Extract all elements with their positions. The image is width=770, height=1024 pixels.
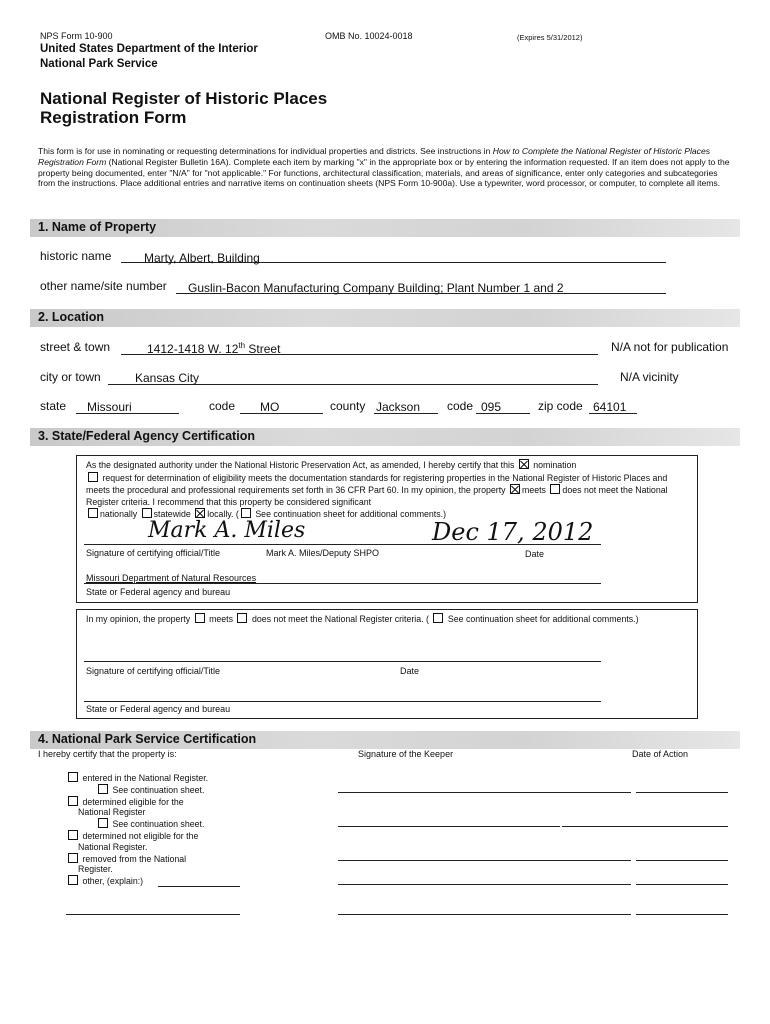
- state-value[interactable]: Missouri: [87, 400, 132, 414]
- signature-date: Dec 17, 2012: [432, 518, 594, 546]
- vicinity[interactable]: N/A vicinity: [620, 370, 679, 384]
- entered-checkbox[interactable]: [68, 772, 78, 782]
- section-4-heading: 4. National Park Service Certification: [38, 732, 257, 746]
- does-not-meet-checkbox[interactable]: [550, 484, 560, 494]
- historic-name-label: historic name: [40, 249, 112, 263]
- removed-checkbox[interactable]: [68, 853, 78, 863]
- not-for-publication[interactable]: N/A not for publication: [611, 340, 729, 354]
- street-label: street & town: [40, 340, 111, 354]
- state-code-value[interactable]: MO: [260, 400, 280, 414]
- eligible-checkbox[interactable]: [68, 796, 78, 806]
- form-title: National Register of Historic Places: [40, 89, 328, 108]
- instructions: This form is for use in nominating or requesting determinations for individual properties and districts. See instructions in How to Complete the National Register of Historic Places Registration Form (National Register Bulletin 16A). Complete each item by marking "x" in the appropriate box or by entering the information requested. If an item does not apply to the property being documented, enter "N/A" for "not applicable." For functions, architectural classification, materials, and areas of significance, enter only categories and subcategories from the instructions. Place additional entries and narrative items on continuation sheets (NPS Form 10-900a). Use a typewriter, word processor, or computer, to complete all items.: [38, 146, 730, 189]
- agency-value: Missouri Department of Natural Resources: [86, 573, 257, 583]
- county-code-label: code: [447, 399, 474, 413]
- date-label: Date: [525, 549, 545, 559]
- nps-options: entered in the National Register. See continuation sheet. determined eligible for the National Register See continuation sheet. determined not eligible for the National Register. removed from the National Register. other, (explain:): [66, 772, 266, 887]
- action-label: Date of Action: [632, 749, 689, 759]
- signature-2-line: [84, 661, 601, 662]
- section-2-heading: 2. Location: [38, 310, 104, 324]
- state-label: state: [40, 399, 67, 413]
- county-code-value[interactable]: 095: [481, 400, 502, 414]
- locally-checkbox[interactable]: [195, 508, 205, 518]
- continuation-checkbox[interactable]: [241, 508, 251, 518]
- date-2-label: Date: [400, 666, 420, 676]
- opinion-text: In my opinion, the property meets does not meet the National Register criteria. ( See continuation sheet for additional comments.): [86, 614, 639, 624]
- certify-label: I hereby certify that the property is:: [38, 749, 177, 759]
- agency-2-label: State or Federal agency and bureau: [86, 704, 231, 714]
- street-value[interactable]: 1412-1418 W. 12th Street: [147, 341, 281, 356]
- action-date-line-3: [636, 860, 728, 861]
- city-label: city or town: [40, 370, 101, 384]
- keeper-sig-line-3: [338, 860, 631, 861]
- keeper-label: Signature of the Keeper: [358, 749, 454, 759]
- zip-label: zip code: [538, 399, 583, 413]
- section-3-bar: [30, 428, 740, 446]
- eligible-continuation-checkbox[interactable]: [98, 818, 108, 828]
- request-checkbox[interactable]: [88, 472, 98, 482]
- action-date-line-1: [636, 792, 728, 793]
- not-eligible-checkbox[interactable]: [68, 830, 78, 840]
- agency-2-line: [84, 701, 601, 702]
- signature: Mark A. Miles: [148, 518, 306, 543]
- signature-line: [84, 544, 601, 545]
- state-code-line: [240, 413, 323, 414]
- form-subtitle: Registration Form: [40, 108, 187, 127]
- state-code-label: code: [209, 399, 236, 413]
- action-date-line-5: [636, 914, 728, 915]
- section-2-bar: [30, 309, 740, 327]
- signature-label: Signature of certifying official/Title: [86, 548, 221, 558]
- action-date-line-2: [562, 826, 728, 827]
- action-date-line-4: [636, 884, 728, 885]
- city-value[interactable]: Kansas City: [135, 371, 200, 385]
- meets-checkbox[interactable]: [510, 484, 520, 494]
- other-name-label: other name/site number: [40, 279, 167, 293]
- expiration: (Expires 5/31/2012): [517, 33, 583, 42]
- section-3-heading: 3. State/Federal Agency Certification: [38, 429, 255, 443]
- department: United States Department of the Interior: [40, 43, 258, 55]
- certification-text: As the designated authority under the National Historic Preservation Act, as amended, I hereby certify that this nomination request for determination of eligibility meets the documentation standards for registering properties in the National Register of Historic Places and meets the procedural and professional requirements set forth in 36 CFR Part 60. In my opinion, the property meets does not meet the National Register criteria. I recommend that this property be considered significant nationally statewide locally. ( See continuation sheet for additional comments.): [86, 460, 668, 520]
- nomination-checkbox[interactable]: [519, 459, 529, 469]
- other-explain-line: [158, 886, 240, 887]
- statewide-checkbox[interactable]: [142, 508, 152, 518]
- entered-continuation-checkbox[interactable]: [98, 784, 108, 794]
- opinion-does-not-meet-checkbox[interactable]: [237, 613, 247, 623]
- opinion-continuation-checkbox[interactable]: [433, 613, 443, 623]
- keeper-sig-line-5: [338, 914, 631, 915]
- keeper-sig-line-1: [338, 792, 631, 793]
- other-checkbox[interactable]: [68, 875, 78, 885]
- section-1-bar: [30, 219, 740, 237]
- form-number: NPS Form 10-900: [40, 31, 113, 41]
- omb-number: OMB No. 10024-0018: [325, 31, 413, 41]
- county-value[interactable]: Jackson: [376, 400, 421, 414]
- opinion-meets-checkbox[interactable]: [195, 613, 205, 623]
- section-4-bar: [30, 731, 740, 749]
- other-name-value[interactable]: Guslin-Bacon Manufacturing Company Building; Plant Number 1 and 2: [188, 281, 564, 295]
- county-label: county: [330, 399, 366, 413]
- signature-2-label: Signature of certifying official/Title: [86, 666, 221, 676]
- service: National Park Service: [40, 58, 158, 70]
- signature-name: Mark A. Miles/Deputy SHPO: [266, 548, 380, 558]
- agency-line: [84, 583, 601, 584]
- keeper-sig-line-2: [338, 826, 560, 827]
- keeper-sig-line-4: [338, 884, 631, 885]
- zip-value[interactable]: 64101: [593, 400, 627, 414]
- section-1-heading: 1. Name of Property: [38, 220, 157, 234]
- agency-label: State or Federal agency and bureau: [86, 587, 231, 597]
- bottom-line-left: [66, 914, 240, 915]
- nationally-checkbox[interactable]: [88, 508, 98, 518]
- historic-name-value[interactable]: Marty, Albert, Building: [144, 251, 260, 265]
